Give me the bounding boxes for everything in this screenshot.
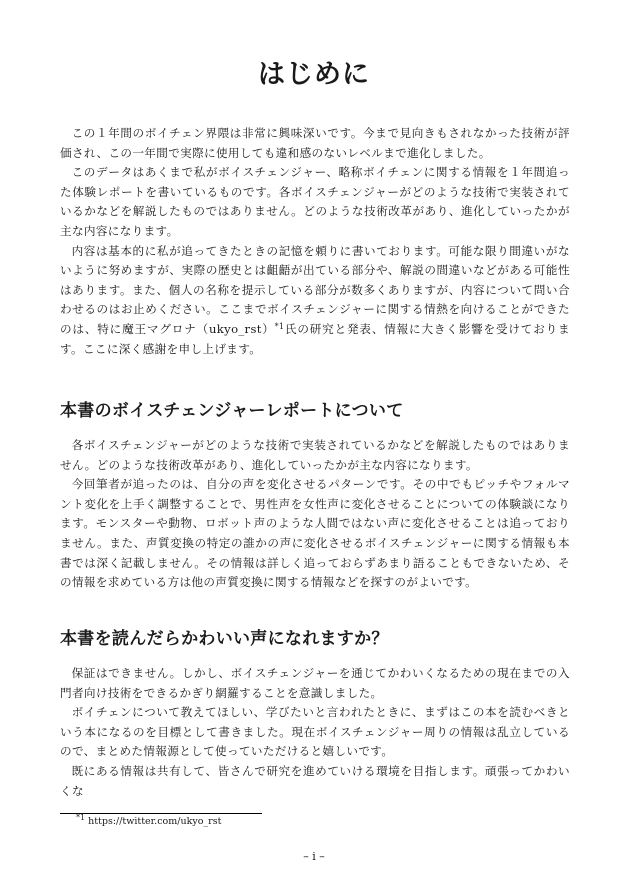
report-section <box>60 436 570 593</box>
intro-paragraph-1: この１年間のボイチェン界隈は非常に興味深いです。今まで見向きもされなかった技術が評価され、この一年間で実際に使用しても違和感のないレベルまで進化しました。 <box>60 126 570 160</box>
section-heading-report: 本書のボイスチェンジャーレポートについて <box>60 401 404 421</box>
page-number: – i – <box>303 850 325 863</box>
footnote-marker: *1 <box>76 813 86 822</box>
footnote-reference[interactable]: *1 <box>274 321 285 331</box>
intro-section <box>60 124 570 359</box>
cute-voice-paragraph-2: ボイチェンについて教えてほしい、学びたいと言われたときに、まずはこの本を読むべきという本になるのを目標として書きました。現在ボイスチェンジャー周りの情報は乱立しているので、まとめた情報源として使っていただけると嬉しいです。 <box>60 705 570 759</box>
cute-voice-paragraph-1: 保証はできません。しかし、ボイスチェンジャーを通じてかわいくなるための現在までの入門者向け技術をできるかぎり網羅することを意識しました。 <box>60 666 570 700</box>
intro-paragraph-2: このデータはあくまで私がボイスチェンジャー、略称ボイチェンに関する情報を１年間追った体験レポートを書いているものです。各ボイスチェンジャーがどのような技術で実装されているかなどを解説したものではありません。どのような技術改革があり、進化していったかが主な内容になります。 <box>60 165 570 238</box>
footnote-divider <box>60 813 262 814</box>
footnote <box>76 813 222 827</box>
page-title: はじめに <box>258 59 370 90</box>
cute-voice-paragraph-3: 既にある情報は共有して、皆さんで研究を進めていける環境を目指します。頑張ってかわいくな <box>60 763 570 798</box>
intro-paragraph-3 <box>60 242 570 360</box>
report-paragraph-2: 今回筆者が追ったのは、自分の声を変化させるパターンです。その中でもピッチやフォルマント変化を上手く調整することで、男性声を女性声に変化させることについての体験談になります。モンスターや動物、ロボット声のような人間ではない声に変化させることは追っておりません。また、声質変換の特定の誰かの声に変化させるボイスチェンジャーに関する情報も本書では深く記載しません。その情報は詳しく追っておらずあまり語ることもできないため、その情報を求めている方は他の声質変換に関する情報などを探すのがよいです。 <box>60 477 570 590</box>
intro-paragraph-3-head: 内容は基本的に私が追ってきたときの記憶を頼りに書いております。可能な限り間違いがないように努めますが、実際の歴史とは齟齬が出ている部分や、解説の間違いなどがある可能性はあります。また、個人の名称を提示している部分が数多くありますが、内容について問い合わせるのはお止めください。ここまでボイスチェンジャーに関する情熱を向けることができたのは、特に魔王マグロナ（ukyo_rst） <box>60 243 570 336</box>
cute-voice-section <box>60 664 570 801</box>
section-heading-cute-voice: 本書を読んだらかわいい声になれますか？ <box>60 629 389 649</box>
report-paragraph-1: 各ボイスチェンジャーがどのような技術で実装されているかなどを解説したものではありません。どのような技術改革があり、進化していったかが主な内容になります。 <box>60 438 570 472</box>
intro-paragraph-3-tail: 氏の研究と発表、情報に大きく影響を受けております。ここに深く感謝を申し上げます。 <box>60 321 570 356</box>
footnote-link[interactable]: https://twitter.com/ukyo_rst <box>88 816 222 827</box>
